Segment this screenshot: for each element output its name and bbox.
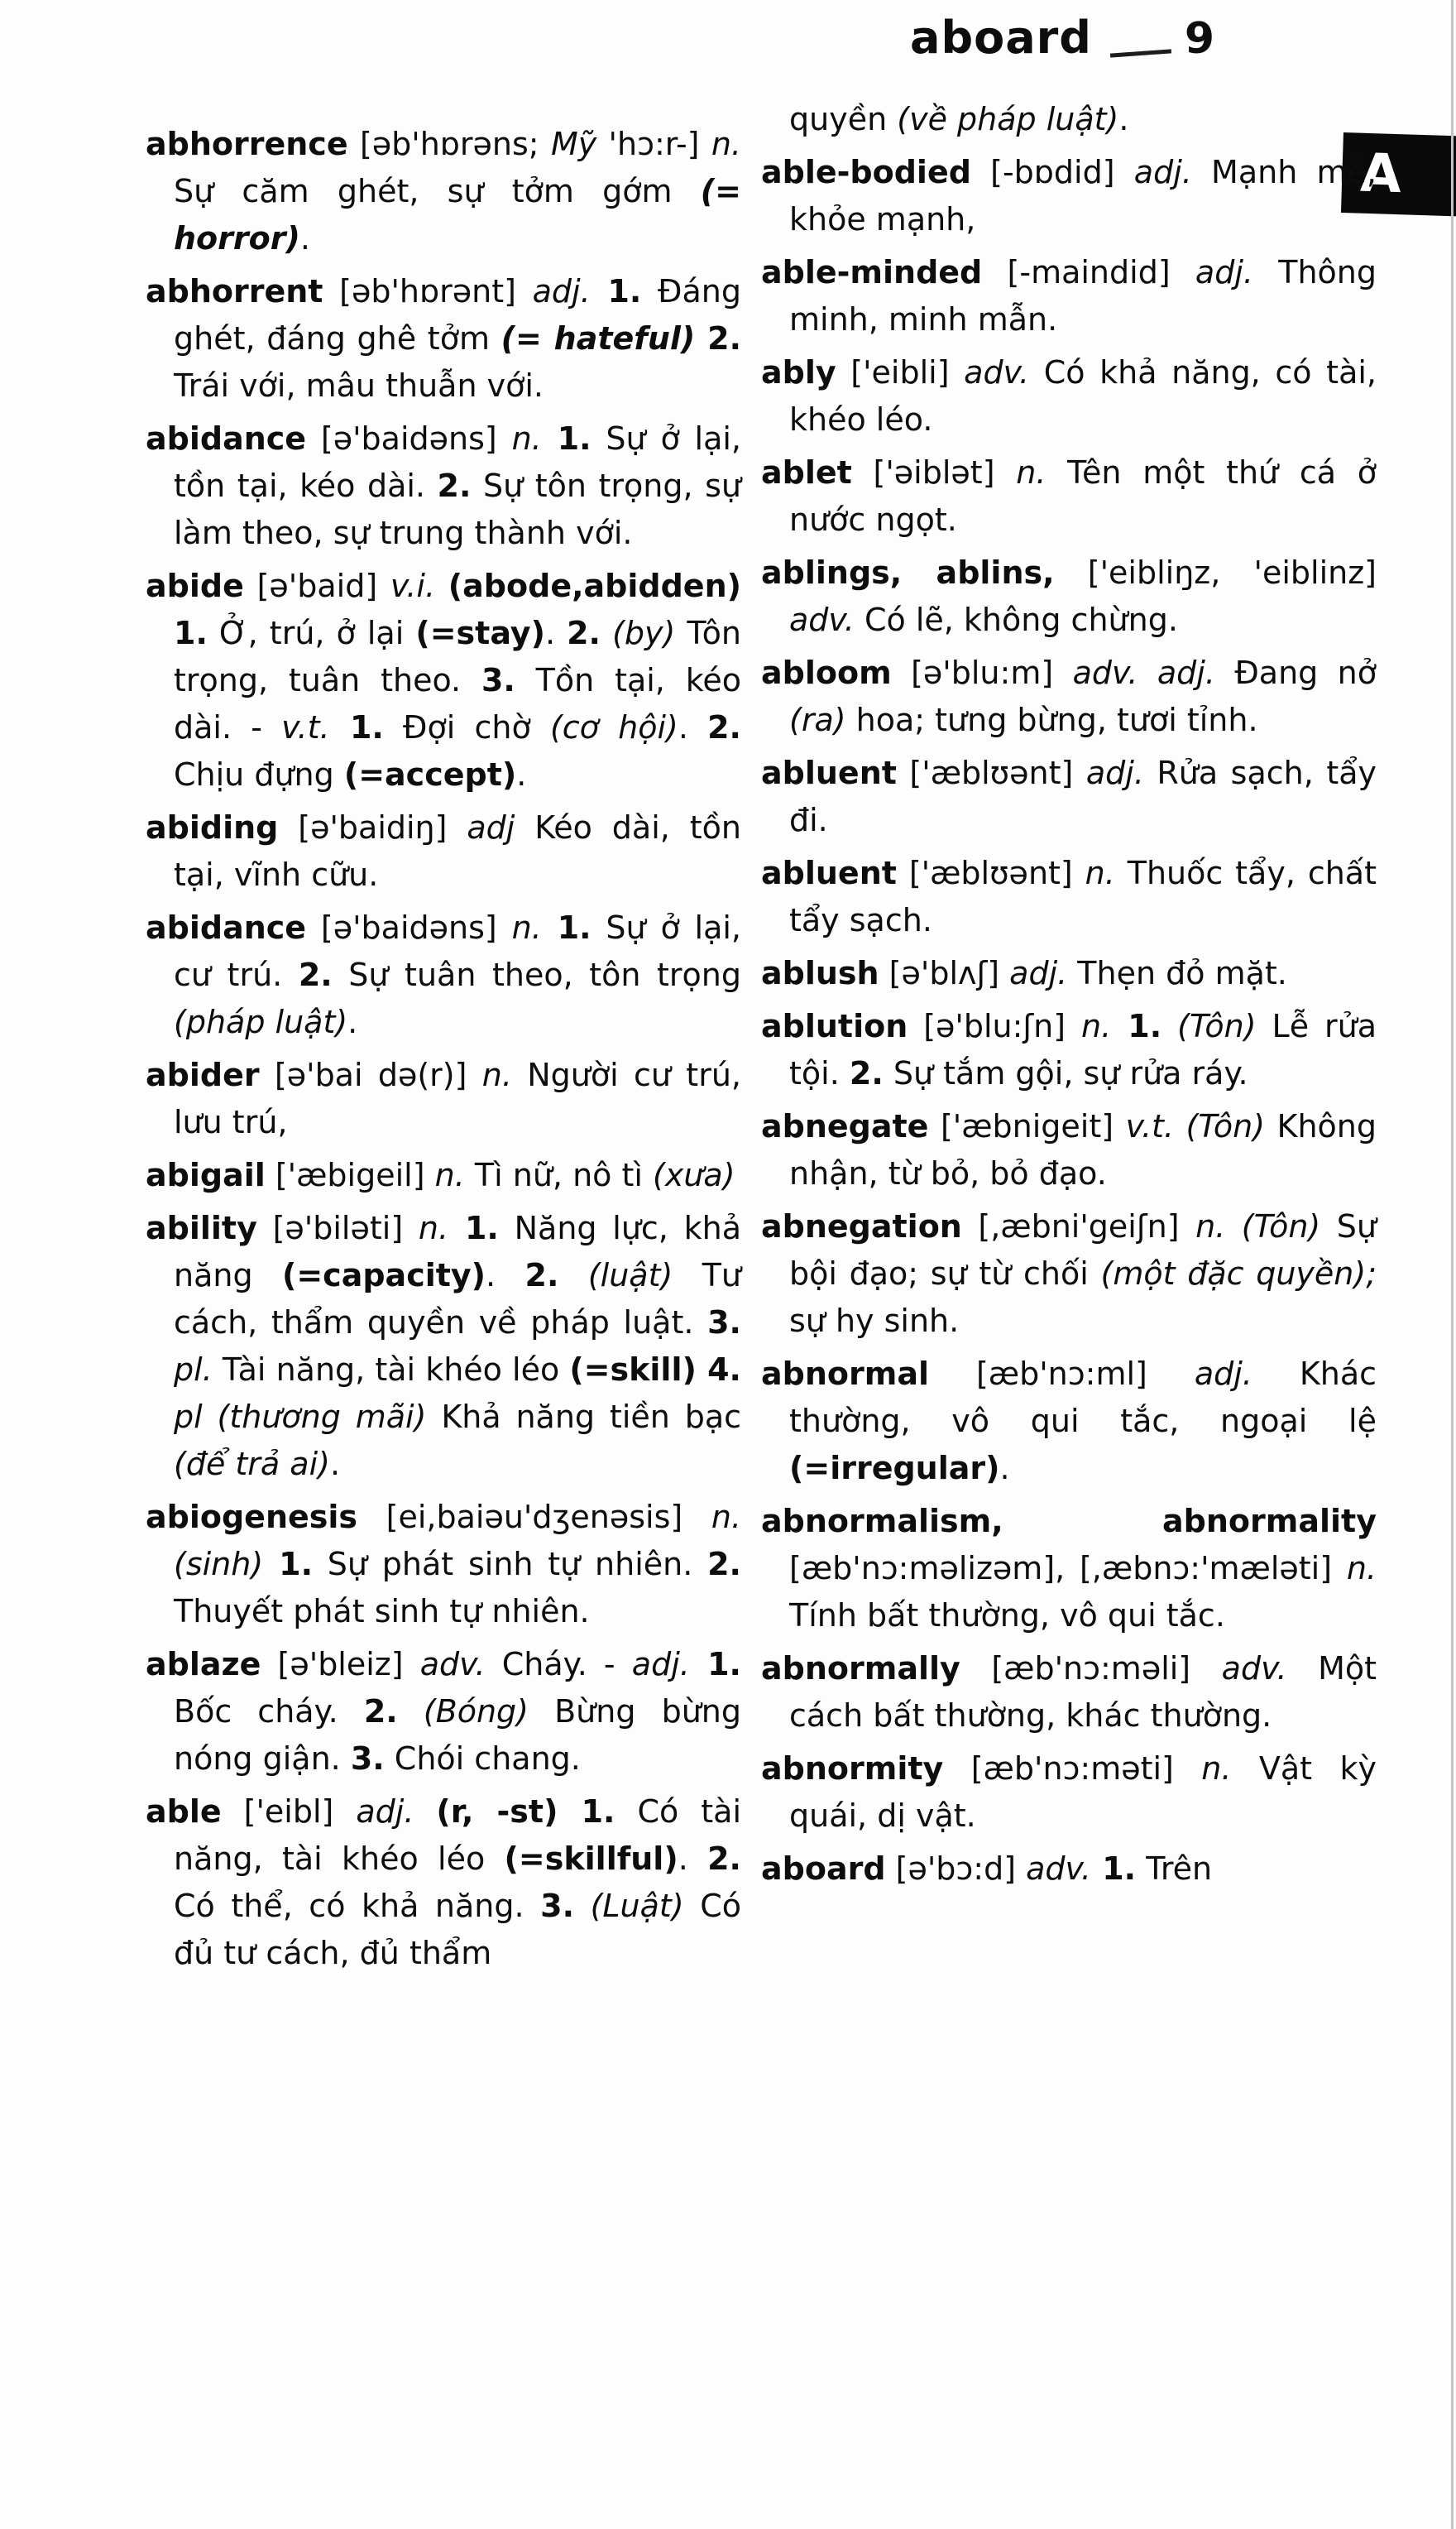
entry-text: (=irregular) [789,1450,1000,1486]
entry-text: [æb'nɔ:məti] [943,1750,1202,1787]
entry-text: Đang nở [1214,655,1377,691]
entry-text: 2. [707,1840,741,1877]
entry-text: adj. [1009,955,1068,991]
entry-text: (luật) [587,1257,673,1293]
entry-text: Có khả năng, có tài, khéo léo. [789,354,1377,438]
entry-text: Khả năng tiền bạc [426,1399,741,1435]
entry-text: . [999,1450,1010,1486]
entry-text: (=capacity) [281,1257,486,1293]
entry-text: adj. [1194,1356,1252,1392]
entry-text: adj. [1195,254,1253,290]
entry-text: 1. [1091,1850,1137,1887]
entry-text: [ə'baid] [243,568,390,604]
entry-text: pl (thương mãi) [174,1399,427,1435]
headword: aboard [761,1850,886,1887]
entry-text: n. [1195,1208,1226,1245]
dictionary-entry [146,563,741,799]
headword: abnormally [761,1650,960,1687]
headword: abider [146,1057,260,1093]
entry-text: [ə'baidiŋ] [278,809,467,846]
entry-text [398,1693,424,1730]
entry-text [1174,1108,1186,1145]
entry-text: n. [418,1210,449,1246]
dictionary-entry [761,349,1377,444]
entry-text: (về pháp luật) [897,101,1119,137]
entry-text: (sinh) [174,1546,264,1582]
guide-word: aboard [910,12,1092,64]
entry-text: adj. [356,1793,414,1830]
dictionary-entry [761,1845,1377,1893]
entry-text: n. [711,1499,741,1535]
entry-text: [ə'bɔ:d] [885,1850,1027,1887]
dictionary-entry [761,750,1377,844]
entry-text: Cháy. - [485,1646,632,1682]
entry-text: adj. [1085,755,1144,791]
entry-text: n. [1346,1550,1377,1586]
dictionary-entry [761,1351,1377,1492]
entry-text: [ə'blʌʃ] [879,955,1010,991]
entry-text: Đáng ghét, đáng ghê tởm [174,273,741,357]
entry-text: n. [1016,454,1046,491]
dictionary-entry [146,121,741,262]
entry-text: adv. [964,354,1030,391]
entry-text: (= hateful) [500,320,696,357]
headword: abiding [146,809,279,846]
headword: abluent [761,755,897,791]
dictionary-entry [761,549,1377,644]
entry-text: Lễ rửa tội. [789,1008,1377,1092]
entry-text: n. [711,126,741,162]
entry-text: (r, -st) 1. [436,1793,615,1830]
entry-text: (ra) [789,702,846,738]
headword: abnormalism, abnormality [761,1503,1377,1539]
dictionary-entry [146,1788,741,1977]
entry-text: Chói chang. [384,1740,581,1777]
entry-text: Sự bội đạo; sự từ chối [789,1208,1377,1292]
entry-text: . [544,615,568,651]
entry-text: [ə'bai də(r)] [259,1057,482,1093]
entry-text: (Tôn) [1241,1208,1321,1245]
entry-text: n. [434,1157,465,1193]
entry-text: . [347,1004,358,1040]
entry-text: Sự tắm gội, sự rửa ráy. [883,1055,1248,1092]
entry-text: . [516,756,527,793]
entry-text: ['əiblət] [851,454,1017,491]
entry-text [558,1257,587,1293]
entry-text: 2. [707,709,741,746]
entry-text: Sự căm ghét, sự tởm gớm [174,173,701,209]
entry-text: . [486,1257,525,1293]
entry-text: . [1118,101,1129,137]
entry-text: [-maindid] [982,254,1195,290]
page-header [910,12,1373,64]
entry-text: [ei,baiəu'dʒenəsis] [357,1499,711,1535]
headword: abloom [761,655,892,691]
entry-text: n. [511,909,542,946]
entry-text: Có đủ tư cách, đủ thẩm [174,1888,741,1971]
headword: ability [146,1210,257,1246]
entry-text: (=skill) [569,1351,697,1388]
entry-text: ['æbnigeit] [928,1108,1126,1145]
entry-text: ['æbigeil] [265,1157,435,1193]
entry-text: adv. [419,1646,486,1682]
entry-text: ['eibli] [836,354,965,391]
entry-text [601,615,612,651]
scan-edge-artifact [1451,0,1454,2529]
entry-text: (xưa) [653,1157,735,1193]
entry-text: Sự ở lại, cư trú. [174,909,742,993]
entry-text: . [329,1446,341,1482]
entry-text: 1. [689,1646,741,1682]
entry-text [1161,1008,1177,1044]
entry-text: (pháp luật) [174,1004,348,1040]
entry-text: ['æblʊənt] [896,755,1086,791]
entry-text: . [299,220,310,257]
entry-text: Bừng bừng nóng giận. [174,1693,741,1777]
entry-text: n. [481,1057,512,1093]
entry-text: Có thể, có khả năng. [174,1888,541,1924]
dictionary-entry [761,1645,1377,1740]
entry-text: hoa; tưng bừng, tươi tỉnh. [845,702,1258,738]
entry-continuation [761,96,1377,143]
entry-text: (một đặc quyền); [1100,1255,1377,1292]
dictionary-entry [761,249,1377,343]
entry-text: Năng lực, khả năng [174,1210,741,1293]
page-number: 9 [1184,14,1215,64]
entry-text: Tính bất thường, vô qui tắc. [789,1597,1225,1634]
headword: ablet [761,454,852,491]
entry-text: 1. [1111,1008,1162,1044]
headword: abigail [146,1157,266,1193]
dictionary-entry [146,1052,741,1146]
entry-text: . [678,709,708,746]
entry-text: 2. [437,468,472,504]
entry-text: Kéo dài, tồn tại, vĩnh cữu. [174,809,741,893]
entry-text [1225,1208,1242,1245]
entry-text: ['æblʊənt] [896,855,1085,891]
entry-text: ['eibl] [221,1793,357,1830]
headword: abiogenesis [146,1499,358,1535]
entry-text: 2. [707,1546,741,1582]
entry-text: Thuốc tẩy, chất tẩy sạch. [789,855,1377,938]
entry-text: Một cách bất thường, khác thường. [789,1650,1377,1734]
entry-text: (để trả ai) [174,1446,330,1482]
headword: abidance [146,420,307,457]
dictionary-entry [146,905,741,1046]
entry-text: 1. [329,709,384,746]
entry-text: n. [1201,1750,1232,1787]
entry-text: [əb'hɒrəns; [347,126,551,162]
dictionary-entry [146,415,741,557]
entry-text: adj [467,809,515,846]
entry-text: Tì nữ, nô tì [464,1157,654,1193]
entry-text: [æb'nɔ:ml] [929,1356,1195,1392]
entry-text: 'hɔ:r-] [596,126,711,162]
entry-text: adj. [631,1646,690,1682]
entry-text: Ở, trú, ở lại [207,615,416,651]
entry-text: 3. [481,662,515,698]
headword: ablution [761,1008,908,1044]
entry-text: (by) [612,615,676,651]
headword: able [146,1793,222,1830]
entry-text: Mỹ [550,126,597,162]
dictionary-entry [761,1745,1377,1840]
entry-text: 3. [350,1740,385,1777]
dictionary-entry [761,1203,1377,1345]
entry-text: Sự phát sinh tự nhiên. [313,1546,708,1582]
entry-text: Thẹn đỏ mặt. [1067,955,1287,991]
dictionary-entry [761,1498,1377,1639]
entry-text: Vật kỳ quái, dị vật. [789,1750,1377,1834]
entry-text: 2. [849,1055,884,1092]
dictionary-entry [761,850,1377,944]
dictionary-entry [146,1494,741,1635]
entry-text: Khác thường, vô qui tắc, ngoại lệ [789,1356,1377,1439]
entry-text: adv. [1026,1850,1091,1887]
entry-text: [ə'blu:ʃn] [908,1008,1082,1044]
entry-text: (=skillful) [504,1840,678,1877]
entry-text: Sự ở lại, tồn tại, kéo dài. [174,420,742,504]
entry-text: n. [1085,855,1115,891]
entry-text: Trái với, mâu thuẫn với. [174,367,544,404]
dictionary-entry [146,1641,741,1783]
entry-text: adj. [532,273,591,310]
entry-text: pl. [174,1351,213,1388]
entry-text: [ə'blu:m] [891,655,1073,691]
entry-text: Mạnh mẽ, khỏe mạnh, [789,154,1377,238]
entry-text: Có tài năng, tài khéo léo [174,1793,742,1877]
headword: abhorrence [146,126,348,162]
dictionary-entry [761,1003,1377,1097]
entry-text: 1. [448,1210,499,1246]
entry-text: 2. [298,957,333,993]
dictionary-entry [761,950,1377,997]
entry-text [435,568,448,604]
entry-text: Chịu đựng [174,756,344,793]
entry-text: 2. [567,615,601,651]
headword: ablaze [146,1646,261,1682]
entry-text: Tồn tại, kéo dài. - [174,662,742,746]
headword: able-minded [761,254,983,290]
entry-text: 1. [263,1546,314,1582]
entry-text: 1. [541,909,592,946]
entry-text: (cơ hội) [549,709,678,746]
headword: ablings, ablins, [761,554,1055,591]
right-column [761,96,1377,1898]
entry-text: ['eibliŋz, 'eiblinz] [1054,554,1377,591]
entry-text: 3. [707,1304,741,1341]
entry-text: quyền [789,101,898,137]
entry-text: 4. [696,1351,741,1388]
entry-text: (Bóng) [423,1693,529,1730]
entry-text: [ə'baidəns] [306,909,512,946]
entry-text: (Tôn) [1185,1108,1266,1145]
entry-text: adj. [1133,154,1192,190]
entry-text: (Luật) [590,1888,684,1924]
entry-text: [əb'hɒrənt] [323,273,533,310]
entry-text: Rửa sạch, tẩy đi. [789,755,1377,838]
entry-text: v.t. [281,709,330,746]
entry-text: Tài năng, tài khéo léo [212,1351,570,1388]
entry-text: (=stay) [415,615,545,651]
entry-text: adv. adj. [1072,655,1215,691]
entry-text: Bốc cháy. [174,1693,364,1730]
headword: able-bodied [761,154,971,190]
entry-text: [æb'nɔ:məlizəm], [,æbnɔ:'mæləti] [789,1550,1347,1586]
entry-text [414,1793,436,1830]
dictionary-entry [146,804,741,899]
headword: abnormal [761,1356,930,1392]
entry-text: [,æbni'geiʃn] [961,1208,1196,1245]
entry-text: [ə'baidəns] [306,420,512,457]
entry-text: Thông minh, minh mẫn. [789,254,1377,338]
entry-text: 3. [540,1888,575,1924]
underline-mark [1110,49,1171,57]
left-column [146,121,741,1983]
headword: abnormity [761,1750,944,1787]
entry-text: Tư cách, thẩm quyền về pháp luật. [174,1257,741,1341]
headword: abnegate [761,1108,929,1145]
entry-text: Đợi chờ [383,709,550,746]
entry-text: sự hy sinh. [789,1303,960,1339]
entry-text: Sự tôn trọng, sự làm theo, sự trung thành với. [174,468,741,551]
entry-text: Thuyết phát sinh tự nhiên. [174,1593,590,1629]
entry-text: Có lẽ, không chừng. [854,602,1178,638]
entry-text: 2. [363,1693,398,1730]
entry-text: (=accept) [343,756,517,793]
entry-text: v.t. [1125,1108,1175,1145]
entry-text: adv. [1221,1650,1287,1687]
dictionary-entry [761,149,1377,243]
headword: abnegation [761,1208,962,1245]
entry-text: n. [1081,1008,1112,1044]
entry-text: [æb'nɔ:məli] [960,1650,1222,1687]
entry-text [574,1888,591,1924]
entry-text: (Tôn) [1177,1008,1257,1044]
dictionary-entry [146,1152,741,1199]
entry-text: n. [511,420,542,457]
entry-text: [-bɒdid] [970,154,1134,190]
dictionary-entry [761,1103,1377,1197]
entry-text: Không nhận, từ bỏ, bỏ đạo. [789,1108,1377,1192]
dictionary-entry [761,650,1377,744]
dictionary-entry [761,449,1377,544]
dictionary-entry [146,1205,741,1488]
entry-text: [ə'bleiz] [261,1646,420,1682]
headword: abidance [146,909,307,946]
entry-text: 2. [524,1257,559,1293]
entry-text: [ə'biləti] [256,1210,419,1246]
entry-text: Tôn trọng, tuân theo. [174,615,741,698]
headword: ablush [761,955,879,991]
entry-text: (= horror) [174,173,741,257]
entry-text: Tên một thứ cá ở nước ngọt. [789,454,1377,538]
entry-text: 1. [541,420,592,457]
entry-text: Sự tuân theo, tôn trọng [332,957,742,993]
entry-text: . [678,1840,708,1877]
entry-text: Người cư trú, lưu trú, [174,1057,741,1140]
entry-text: (abode,abidden) 1. [174,568,741,651]
entry-text: 1. [590,273,642,310]
headword: ably [761,354,836,391]
alphabet-tab-letter: A [1359,142,1403,205]
dictionary-entry [146,268,741,410]
headword: abluent [761,855,897,891]
entry-text: Trên [1136,1850,1213,1887]
headword: abide [146,568,244,604]
entry-text: 2. [695,320,742,357]
headword: abhorrent [146,273,323,310]
entry-text: v.i. [390,568,436,604]
entry-text: adv. [789,602,855,638]
